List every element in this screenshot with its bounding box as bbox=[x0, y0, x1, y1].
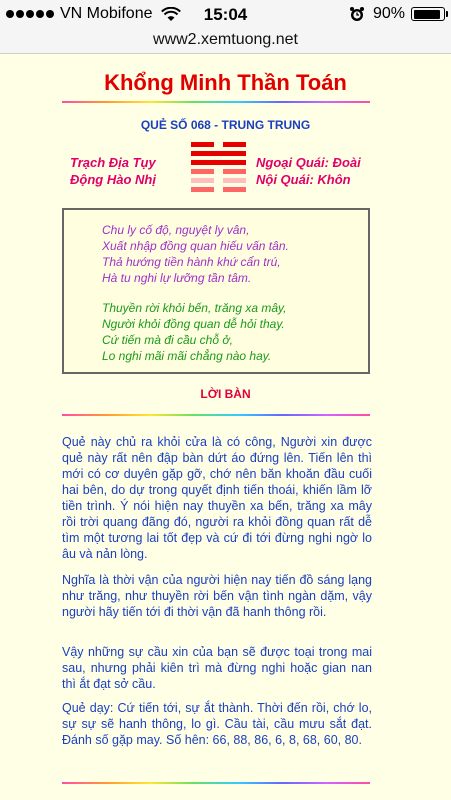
paragraph: Nghĩa là thời vận của người hiện nay tiến đồ sáng lạng như trăng, như thuyền rời bến vận tình ngàn dặm, vậy người hãy tiến tới đi thời vận đã hanh thông rồi. bbox=[62, 573, 372, 619]
page-content bbox=[0, 54, 451, 800]
alarm-clock-icon bbox=[349, 6, 365, 22]
poem-box bbox=[62, 208, 370, 374]
poem-line: Xuất nhập đồng quan hiếu vấn tân. bbox=[102, 239, 289, 253]
carrier-name: VN Mobifone bbox=[60, 5, 153, 22]
status-time: 15:04 bbox=[203, 5, 248, 24]
poem-line: Lo nghi mãi mãi chẳng nào hay. bbox=[102, 349, 272, 363]
poem-line: Hà tu nghi lự lưỡng tần tâm. bbox=[102, 271, 252, 285]
status-right bbox=[349, 5, 445, 23]
que-name-vn: Trạch Địa Tụy bbox=[70, 155, 156, 170]
battery-fill bbox=[414, 10, 440, 19]
hexagram-line-broken bbox=[191, 178, 214, 183]
poem-line: Thả hướng tiền hành khứ cẩn trú, bbox=[102, 255, 281, 269]
hexagram-left-info bbox=[70, 154, 156, 188]
divider bbox=[62, 782, 370, 784]
hexagram-line-solid bbox=[191, 160, 246, 165]
page-title: Khổng Minh Thần Toán bbox=[104, 70, 347, 95]
status-bar bbox=[0, 0, 451, 30]
que-name: QUẺ SỐ 068 - TRUNG TRUNG bbox=[140, 118, 311, 132]
battery-percent: 90% bbox=[372, 5, 405, 22]
poem-line: Thuyền rời khỏi bến, trăng xa mây, bbox=[102, 301, 287, 315]
hexagram-right-info bbox=[256, 154, 361, 188]
poem-verse-1 bbox=[102, 222, 289, 286]
hexagram-line-broken bbox=[191, 169, 214, 174]
poem-line: Người khỏi đồng quan dễ hỏi thay. bbox=[102, 317, 285, 331]
divider bbox=[62, 414, 370, 416]
battery-icon bbox=[411, 7, 445, 21]
section-title: LỜI BÀN bbox=[200, 387, 251, 401]
hexagram-line-solid bbox=[191, 151, 246, 156]
hexagram-line-broken bbox=[191, 142, 214, 147]
divider bbox=[62, 101, 370, 103]
moving-line: Động Hào Nhị bbox=[70, 172, 156, 187]
paragraph: Quẻ dạy: Cứ tiến tới, sự ắt thành. Thời đến rồi, chớ lo, sự sự sẽ hanh thông, lo gì. Cầu tài, cầu mưu sắt đạt. Đánh số gặp may. Số hên: 66, 88, 86, 6, 8, 68, 60, 80. bbox=[62, 701, 372, 747]
outer-trigram: Ngoại Quái: Đoài bbox=[256, 155, 361, 170]
address-bar[interactable]: www2.xemtuong.net bbox=[0, 30, 451, 54]
inner-trigram: Nội Quái: Khôn bbox=[256, 172, 351, 187]
hexagram-icon bbox=[191, 142, 246, 192]
hexagram-line-broken bbox=[223, 142, 246, 147]
hexagram-line-broken bbox=[191, 187, 214, 192]
paragraph: Quẻ này chủ ra khỏi cửa là có công, Người xin được quẻ này rất nên đập bàn dứt áo đứng lên. Tiến lên thì mới có cơ duyên gặp gỡ, chớ nên băn khoăn đầu cuối hai bên, do dự trong quyết định tiến thoái, khiến lầm lỡ tiền trình. Ý nói hiện nay thuyền xa bến, trăng xa mây rồi trời quang đãng đó, người ra khỏi đồng quan rất dễ tìm một tương lai tốt đẹp và cứ đi tới đừng nghi ngờ lo âu và nản lòng. bbox=[62, 435, 372, 561]
poem-line: Chu ly cố độ, nguyệt ly vân, bbox=[102, 223, 250, 237]
paragraph: Vậy những sự cầu xin của bạn sẽ được toại trong mai sau, nhưng phải kiên trì mà đừng nghi hoặc gian nan thì ắt đạt sở cầu. bbox=[62, 645, 372, 691]
poem-line: Cứ tiến mà đi cầu chỗ ở, bbox=[102, 333, 233, 347]
hexagram-line-broken bbox=[223, 169, 246, 174]
hexagram-line-broken bbox=[223, 178, 246, 183]
poem-verse-2 bbox=[102, 300, 286, 364]
hexagram-line-broken bbox=[223, 187, 246, 192]
